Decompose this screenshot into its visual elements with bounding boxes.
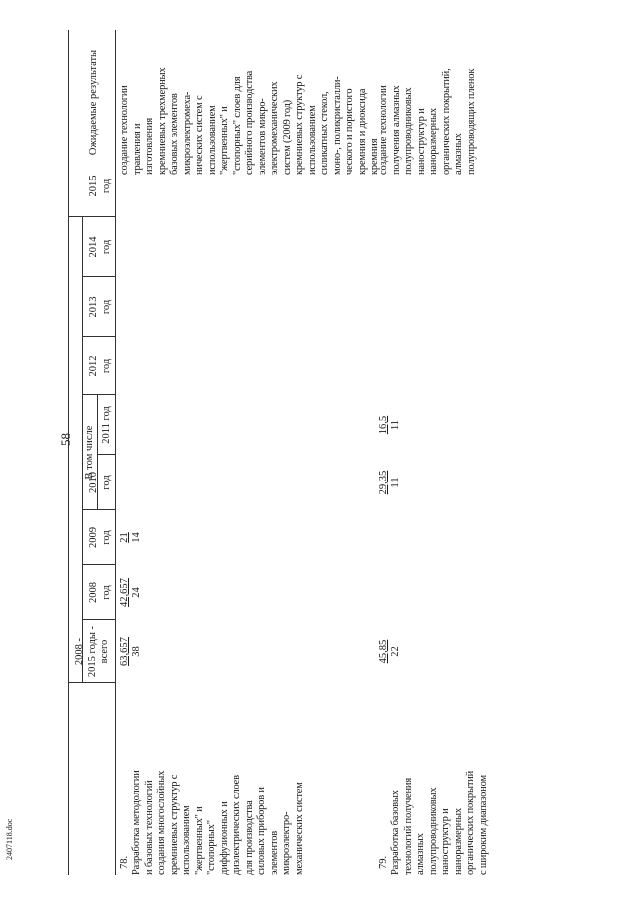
row-79-2010-count: 11 — [390, 477, 401, 488]
row-79-total-value: 45,85 — [378, 639, 389, 664]
row-79-total-count: 22 — [390, 646, 401, 657]
row-78-name: Разработка методологии и базовых технологий создания многослойных кремниевых структур с использованием "жертвенных" и "стопорных" диффузионных и диэлектрических слоев для производства силовых приборов и элементов микроэлектро- механических систем — [131, 770, 305, 875]
header-bottom-border — [115, 30, 116, 875]
header-2008: 2008 год — [88, 582, 112, 603]
program-table — [68, 30, 624, 875]
header-total-period: 2008 - 2015 годы - всего — [74, 625, 110, 678]
row-78-2008-count: 24 — [131, 587, 142, 598]
group-header-rule — [82, 217, 83, 683]
row-78-2009-value: 21 — [119, 532, 130, 543]
header-2015: 2015 год — [88, 175, 112, 197]
page-number: 58 — [58, 433, 73, 446]
row-78-total-count: 38 — [131, 646, 142, 657]
row-79-expected-result: создание технологии получения алмазных полупроводниковых наноструктур и наноразмерных органических покрытий, алмазных полупроводящих пленок — [378, 68, 477, 175]
footer-filename: 2407118.doc — [5, 818, 14, 860]
row-78-number: 78. — [119, 855, 130, 869]
table-top-border — [68, 30, 69, 875]
row-78-2009-count: 14 — [131, 532, 142, 543]
row-79-2011-value: 16,5 — [378, 415, 389, 435]
row-79-name: Разработка базовых технологий получения алмазных полупроводниковых наноструктур и наноразмерных органических покрытий с широким диапазоном — [390, 770, 489, 875]
header-expected-results: Ожидаемые результаты — [88, 49, 99, 156]
row-79-2011-count: 11 — [390, 419, 401, 431]
row-78-expected-result: создание технологии травления и изготовления кремниевых трехмерных базовых элементов микроэлектромеха- нических систем с использованием "жертвенных" и "стопорных" слоев для серийного производства элементов микро- электромеханических систем (2009 год) кремниевых структур с использованием силикатных стекол, моно-, поликристалли- ческого и пористого кремния и диоксида кремния — [119, 67, 380, 175]
header-2009: 2009 год — [88, 527, 112, 548]
row-78-total-value: 63,657 — [119, 637, 130, 666]
row-79-number: 79. — [378, 855, 389, 869]
row-78-2008-value: 42,657 — [119, 578, 130, 607]
header-2011: 2011 год — [101, 406, 112, 444]
header-2014: 2014 год — [88, 236, 112, 258]
header-2012: 2012 год — [88, 355, 112, 377]
header-2010: 2010 год — [88, 472, 112, 493]
row-79-2010-value: 29,35 — [378, 470, 389, 495]
header-in-that-number: В том числе — [84, 425, 95, 480]
header-2013: 2013 год — [88, 296, 112, 318]
